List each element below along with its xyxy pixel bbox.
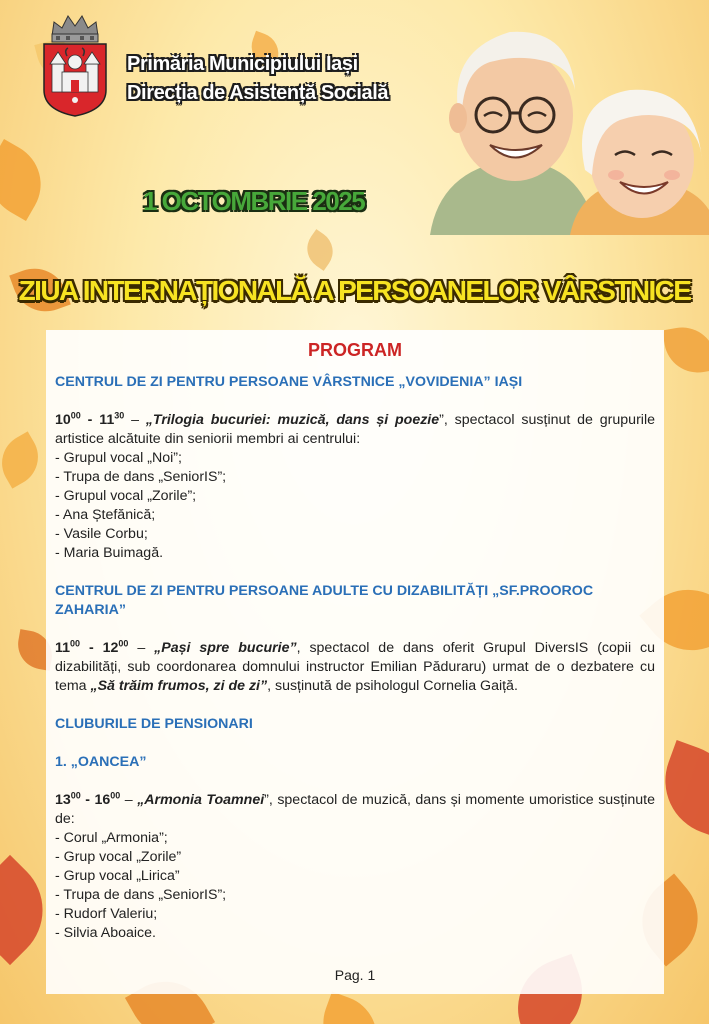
list-item: - Vasile Corbu; (55, 526, 148, 542)
end-hour: 11 (99, 412, 115, 428)
start-hour: 10 (55, 412, 71, 428)
iasi-coat-of-arms-logo (40, 10, 110, 118)
autumn-leaf-decoration (0, 431, 49, 488)
start-minutes: 00 (70, 790, 81, 801)
list-item: - Grupul vocal „Noi”; (55, 450, 182, 466)
show-description-end: , susținută de psihologul Cornelia Gaiță. (267, 678, 518, 694)
institution-header (127, 50, 388, 108)
end-minutes: 00 (118, 638, 129, 649)
centre1-performers-list (55, 449, 655, 563)
dash: – (128, 640, 155, 656)
department-name: Direcția de Asistență Socială (127, 82, 389, 104)
club1-heading: 1. „OANCEA” (55, 754, 147, 770)
list-item: - Trupa de dans „SeniorIS”; (55, 887, 227, 903)
institution-name: Primăria Municipiului Iași (127, 53, 358, 75)
autumn-leaf-decoration (0, 139, 56, 221)
centre1-schedule (55, 411, 655, 449)
end-hour: 12 (102, 640, 119, 656)
start-minutes: 00 (70, 410, 81, 421)
list-item: - Ana Ștefănică; (55, 507, 156, 523)
show-description: ”, spectacol de muzică, dans și momente umoristice susținute de: (55, 792, 655, 827)
autumn-leaf-decoration (662, 322, 709, 378)
clubs-heading: CLUBURILE DE PENSIONARI (55, 716, 253, 732)
dash: – (120, 792, 138, 808)
club1-schedule (55, 791, 655, 829)
program-heading: PROGRAM (308, 340, 402, 360)
start-hour: 11 (55, 640, 70, 656)
show-title: „Trilogia bucuriei: muzică, dans și poezie (145, 412, 440, 428)
autumn-leaf-decoration (299, 229, 341, 271)
list-item: - Rudorf Valeriu; (55, 906, 158, 922)
debate-theme: „Să trăim frumos, zi de zi” (90, 678, 268, 694)
time-separator: - (80, 792, 95, 808)
show-description: ”, spectacol susținut de grupurile artistice alcătuite din seniorii membri ai centrului: (55, 412, 655, 447)
event-title: ZIUA INTERNAȚIONALĂ A PERSOANELOR VÂRSTNICE (18, 275, 691, 306)
centre2-schedule (55, 639, 655, 696)
dash: – (124, 412, 146, 428)
end-hour: 16 (94, 792, 111, 808)
page-number: Pag. 1 (334, 967, 376, 983)
show-title: „Pași spre bucurie” (154, 640, 297, 656)
time-separator: - (80, 412, 100, 428)
list-item: - Silvia Aboaice. (55, 925, 156, 941)
list-item: - Grupul vocal „Zorile”; (55, 488, 197, 504)
elderly-couple-illustration (420, 10, 709, 235)
start-minutes: 00 (70, 638, 81, 649)
list-item: - Grup vocal „Lirica” (55, 868, 180, 884)
list-item: - Corul „Armonia”; (55, 830, 168, 846)
autumn-leaf-decoration (312, 992, 389, 1024)
time-separator: - (80, 640, 103, 656)
centre1-heading: CENTRUL DE ZI PENTRU PERSOANE VÂRSTNICE „VOVIDENIA” IAȘI (55, 374, 523, 390)
program-panel (46, 330, 664, 994)
list-item: - Maria Buimagă. (55, 545, 164, 561)
start-hour: 13 (55, 792, 71, 808)
centre2-heading: CENTRUL DE ZI PENTRU PERSOANE ADULTE CU DIZABILITĂȚI „SF.PROOROC ZAHARIA” (55, 583, 594, 618)
list-item: - Grup vocal „Zorile” (55, 849, 182, 865)
show-description: , spectacol de dans oferit Grupul DiversIS (copii cu dizabilități, sub coordonarea domnului instructor Emilian Păduraru) urmat de o dezbatere cu tema (55, 640, 656, 694)
show-title: „Armonia Toamnei (137, 792, 265, 808)
club1-performers-list (55, 829, 655, 943)
event-date: 1 OCTOMBRIE 2025 (143, 186, 365, 216)
end-minutes: 30 (114, 410, 125, 421)
list-item: - Trupa de dans „SeniorIS”; (55, 469, 227, 485)
end-minutes: 00 (110, 790, 121, 801)
